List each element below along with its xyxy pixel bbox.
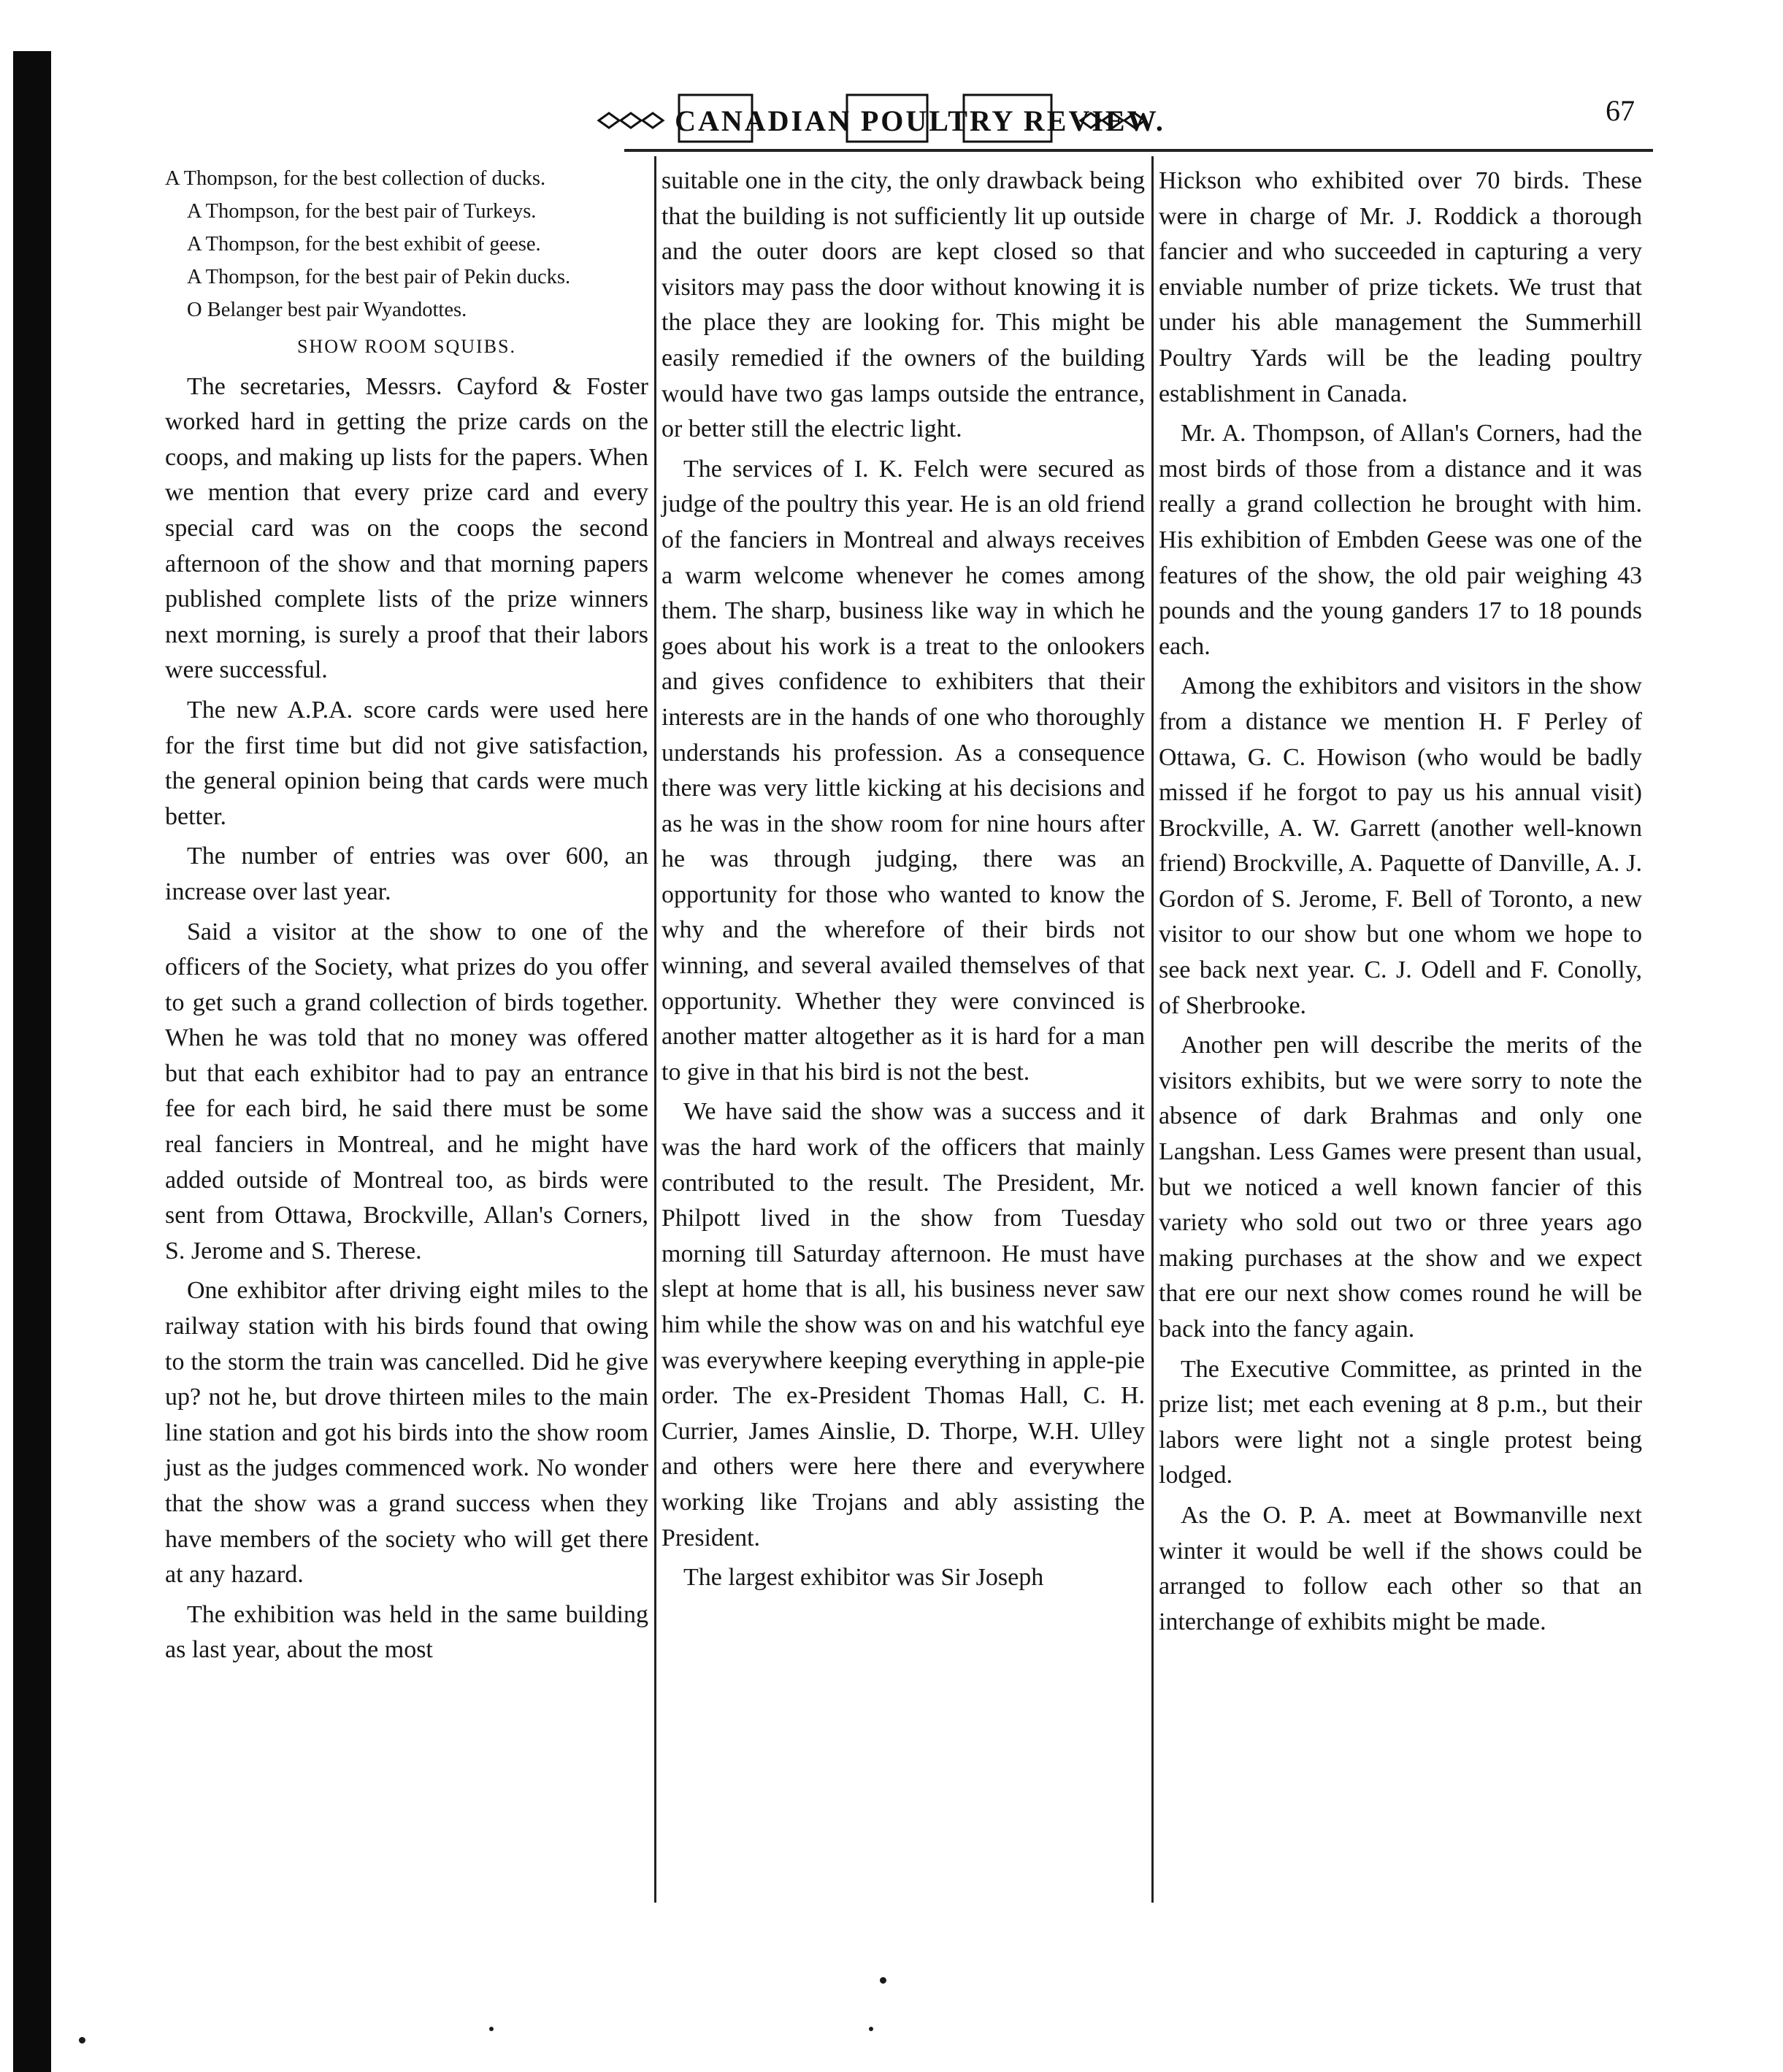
award-line: O Belanger best pair Wyandottes. (187, 299, 467, 321)
award-line: A Thompson, for the best exhibit of geese. (187, 233, 541, 256)
paragraph: We have said the show was a success and it was the hard work of the officers that mainly contributed to the result. The President, Mr. Philpott lived in the show from Tuesday morning till Saturday afternoon. He must have slept at home that is all, his business never saw him while the show was on and his watchful eye was everywhere keeping everything in apple-pie order. The ex-President Thomas Hall, C. H. Currier, James Ainslie, D. Thorpe, W.H. Ulley and others were here there and everywhere working like Trojans and ably assisting the President. (662, 1098, 1145, 1551)
scan-speck (79, 2037, 85, 2044)
paragraph: suitable one in the city, the only drawback being that the building is not sufficiently lit up outside and the outer doors are kept closed so that visitors may pass the door without knowing it is the place they are looking for. This might be easily remedied if the owners of the building would have two gas lamps outside the entrance, or better still the electric light. (662, 167, 1145, 443)
scan-edge-shadow (13, 51, 51, 2072)
column-3 (1159, 164, 1642, 1916)
paragraph: Mr. A. Thompson, of Allan's Corners, had the most birds of those from a distance and it was really a grand collection he brought with him. His exhibition of Embden Geese was one of the features of the show, the old pair weighing 43 pounds and the young ganders 17 to 18 pounds each. (1159, 420, 1642, 660)
masthead (555, 89, 1285, 152)
paragraph: Among the exhibitors and visitors in the show from a distance we mention H. F Perley of Ottawa, G. C. Howison (who would be badly missed if he forgot to pay us his annual visit) Brockville, A. W. Garrett (another well-known friend) Brockville, A. Paquette of Danville, A. J. Gordon of S. Jerome, F. Bell of Toronto, a new visitor to our show but one whom we hope to see back next year. C. J. Odell and F. Conolly, of Sherbrooke. (1159, 672, 1642, 1019)
paragraph: One exhibitor after driving eight miles to the railway station with his birds found that owing to the storm the train was cancelled. Did he give up? not he, but drove thirteen miles to the main line station and got his birds into the show room just as the judges commenced work. No wonder that the show was a grand success when they have members of the society who will get there at any hazard. (165, 1277, 648, 1589)
paragraph: Hickson who exhibited over 70 birds. These were in charge of Mr. J. Roddick a thorough fancier and who succeeded in capturing a very enviable number of prize tickets. We trust that under his able management the Summerhill Poultry Yards will be the leading poultry establishment in Canada. (1159, 167, 1642, 407)
paragraph: The new A.P.A. score cards were used here for the first time but did not give satisfaction, the general opinion being that cards were much better. (165, 696, 648, 830)
column-2 (662, 164, 1145, 1916)
paragraph: The exhibition was held in the same building as last year, about the most (165, 1600, 648, 1664)
paragraph: The largest exhibitor was Sir Joseph (683, 1564, 1044, 1592)
award-line: A Thompson, for the best pair of Turkeys. (187, 200, 537, 223)
scan-speck (880, 1977, 886, 1984)
paragraph: The services of I. K. Felch were secured as judge of the poultry this year. He is an old friend of the fanciers in Montreal and always receives a warm welcome whenever he comes among them. The sharp, business like way in which he goes about his work is a treat to the onlookers and gives confidence to exhibiters that their interests are in the hands of one who thoroughly understands his profession. As a consequence there was very little kicking at his decisions and as he was in the show room for nine hours after he was through judging, there was an opportunity for those who wanted to know the why and the wherefore of their birds not winning, and several availed themselves of that opportunity. Whether they were convinced is another matter altogether as it is hard for a man to give in that his bird is not the best. (662, 455, 1145, 1086)
paragraph: The number of entries was over 600, an increase over last year. (165, 843, 648, 905)
scan-speck (489, 2027, 494, 2031)
masthead-title: CANADIAN POULTRY REVIEW. (675, 104, 1165, 137)
paragraph: The Executive Committee, as printed in the prize list; met each evening at 8 p.m., but their labors were light not a single protest being lodged. (1159, 1355, 1642, 1489)
paragraph: The secretaries, Messrs. Cayford & Foster worked hard in getting the prize cards on the coops, and making up lists for the papers. When we mention that every prize card and every special card was on the coops the second afternoon of the show and that morning papers published complete lists of the prize winners next morning, is surely a proof that their labors were successful. (165, 372, 648, 684)
paragraph: Another pen will describe the merits of the visitors exhibits, but we were sorry to note the absence of dark Brahmas and only one Langshan. Less Games were present than usual, but we noticed a well known fancier of this variety who sold out two or three years ago making purchases at the show and we expect that ere our next show comes round he will be back into the fancy again. (1159, 1032, 1642, 1343)
award-line: A Thompson, for the best collection of ducks. (165, 167, 546, 190)
column-1 (165, 164, 648, 1916)
paragraph: As the O. P. A. meet at Bowmanville next winter it would be well if the shows could be arranged to follow each other so that an interchange of exhibits might be made. (1159, 1501, 1642, 1635)
column-divider (654, 156, 656, 1903)
page-number: 67 (1606, 94, 1635, 127)
section-heading: SHOW ROOM SQUIBS. (296, 336, 517, 357)
header-rule (624, 149, 1653, 152)
column-divider (1151, 156, 1154, 1903)
paragraph: Said a visitor at the show to one of the officers of the Society, what prizes do you offer to get such a grand collection of birds together. When he was told that no money was offered but that each exhibitor had to pay an entrance fee for each bird, he said there must be some real fanciers in Montreal, and he might have added outside of Montreal too, as birds were sent from Ottawa, Brockville, Allan's Corners, S. Jerome and S. Therese. (165, 918, 648, 1265)
scan-speck (869, 2027, 873, 2031)
award-line: A Thompson, for the best pair of Pekin ducks. (187, 266, 571, 288)
